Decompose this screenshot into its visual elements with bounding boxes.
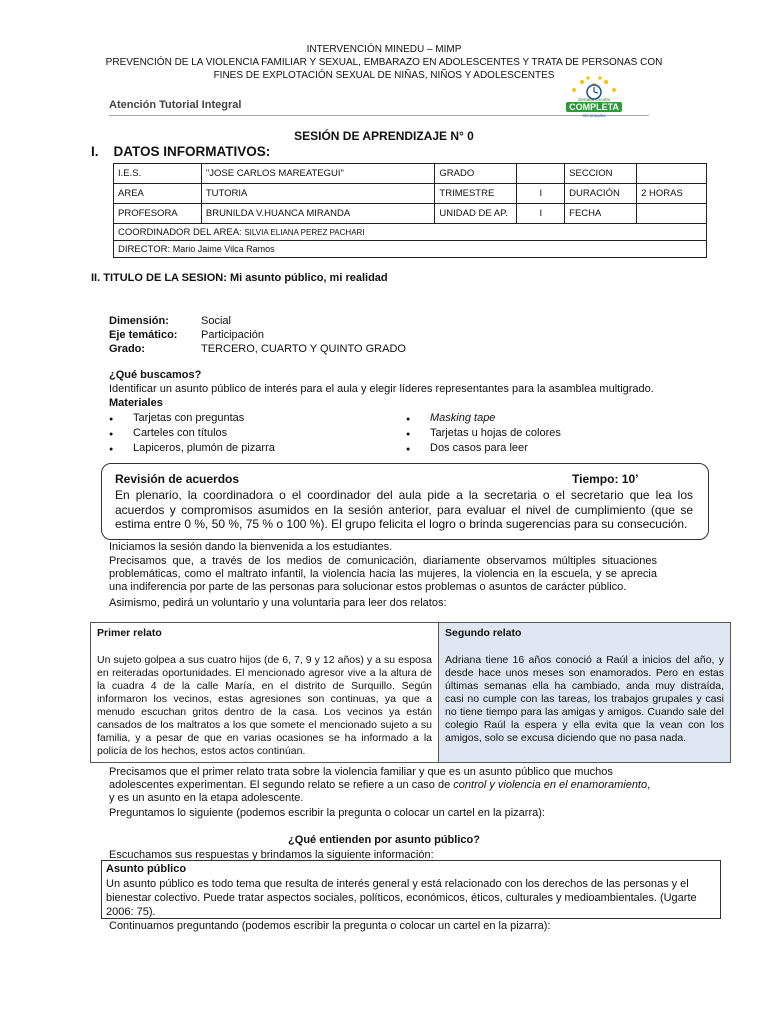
table-cell: "JOSE CARLOS MAREATEGUI" — [201, 164, 435, 184]
meta-value: TERCERO, CUARTO Y QUINTO GRADO — [201, 343, 406, 355]
table-cell: PROFESORA — [114, 204, 202, 224]
logo-small-text: Jornada Escolar — [577, 97, 611, 102]
table-cell: FECHA — [565, 204, 637, 224]
coordinador-label: COORDINADOR DEL AREA: — [118, 226, 242, 238]
table-row — [114, 184, 707, 204]
buscamos-text: Identificar un asunto público de interés para el aula y elegir líderes representantes para la asamblea multigrado. — [109, 383, 654, 395]
revision-title: Revisión de acuerdos — [115, 472, 240, 486]
table-row — [114, 204, 707, 224]
table-cell: I — [517, 204, 565, 224]
table-cell: TUTORIA — [201, 184, 435, 204]
logo-bottom-text: SECUNDARIA — [582, 114, 606, 118]
despues-p1-text-end: , y es un asunto en la etapa adolescente. — [109, 779, 651, 804]
materiales-heading: Materiales — [109, 397, 163, 409]
director-value: Mario Jaime Vilca Ramos — [172, 243, 275, 254]
revision-tiempo: Tiempo: 10’ — [572, 472, 639, 486]
table-row — [91, 623, 731, 763]
asunto-box — [101, 860, 721, 919]
titulo-label: II. TITULO DE LA SESION: — [91, 272, 227, 284]
meta-row — [109, 314, 509, 328]
titulo-sesion — [91, 272, 388, 284]
table-cell: SECCION — [565, 164, 637, 184]
table-cell: DURACIÓN — [565, 184, 637, 204]
datos-table — [113, 163, 707, 258]
list-item-label: Tarjetas con preguntas — [133, 412, 245, 424]
bullet-icon: ● — [109, 446, 114, 453]
list-item-label: Masking tape — [430, 412, 496, 424]
asunto-text: Un asunto público es todo tema que resulta de interés general y está relacionado con los derechos de las personas y el bienestar colectivo. Puede tratar aspectos sociales, políticos, económicos, éticos, culturales y medioambientales. (Ugarte 2006: 75). — [106, 878, 697, 918]
list-item-label: Carteles con títulos — [133, 427, 228, 439]
revision-box — [101, 463, 709, 540]
segundo-relato-cell — [439, 623, 731, 763]
segundo-relato-title: Segundo relato — [445, 627, 522, 639]
segundo-relato-text: Adriana tiene 16 años conoció a Raúl a inicios del año, y desde hace unos meses son enamorados. Pero en estas últimas semanas ella ha cambiado, anda muy distraída, casi no cumple con las tareas, los trabajos grupales y casi no tiene tiempo para las amigas y amigos. Cuando sale del colegio Raúl la espera y ella evita que la vean con los amigos, solo se excusa diciendo que no pasa nada. — [445, 654, 724, 744]
asunto-title: Asunto público — [106, 863, 187, 875]
logo-text: COMPLETA — [569, 102, 619, 112]
list-item-label: Tarjetas u hojas de colores — [430, 427, 561, 439]
table-cell — [517, 164, 565, 184]
table-cell: TRIMESTRE — [435, 184, 517, 204]
table-cell — [637, 204, 707, 224]
meta-label: Eje temático: — [109, 329, 178, 341]
buscamos-heading: ¿Qué buscamos? — [109, 369, 202, 381]
table-cell: UNIDAD DE AP. — [435, 204, 517, 224]
datos-heading: I. DATOS INFORMATIVOS: — [91, 144, 271, 159]
table-cell: I — [517, 184, 565, 204]
header-line-1: INTERVENCIÓN MINEDU – MIMP — [306, 44, 462, 55]
bullet-icon: ● — [109, 416, 114, 423]
titulo-value: Mi asunto público, mi realidad — [229, 272, 388, 284]
final-text: Continuamos preguntando (podemos escribir la pregunta o colocar un cartel en la pizarra): — [109, 920, 551, 932]
inicio-p3: Asimismo, pedirá un voluntario y una voluntaria para leer dos relatos: — [109, 597, 447, 609]
table-cell: 2 HORAS — [637, 184, 707, 204]
inicio-p2: Precisamos que, a través de los medios de comunicación, diariamente observamos múltiples situaciones problemáticas, como el maltrato infantil, la violencia hacia las mujeres, la violencia en la escuela, y se aprecia una indiferencia por parte de las personas para solucionar estos problemas o asuntos de carácter público. — [109, 555, 657, 593]
director-cell — [114, 241, 707, 258]
list-item-label: Dos casos para leer — [430, 442, 528, 454]
bullet-icon: ● — [109, 431, 114, 438]
meta-label: Grado: — [109, 343, 146, 355]
list-item — [109, 441, 399, 456]
despues-p2: Preguntamos lo siguiente (podemos escribir la pregunta o colocar un cartel en la pizarra): — [109, 807, 545, 819]
jec-logo — [562, 72, 626, 118]
meta-value: Social — [201, 315, 231, 327]
table-cell: GRADO — [435, 164, 517, 184]
primer-relato-title: Primer relato — [97, 627, 162, 639]
despues-p1-italic: control y violencia en el enamoramiento — [453, 779, 648, 791]
despues-question: ¿Qué entienden por asunto público? — [288, 834, 480, 846]
meta-row — [109, 328, 509, 342]
list-item — [406, 441, 696, 456]
coordinador-value: SILVIA ELIANA PEREZ PACHARI — [244, 227, 365, 237]
meta-block — [109, 314, 509, 356]
coordinador-cell — [114, 224, 707, 241]
bullet-icon: ● — [406, 431, 411, 438]
primer-relato-text: Un sujeto golpea a sus cuatro hijos (de 6, 7, 9 y 12 años) y a su esposa en reiteradas oportunidades. El mencionado agresor vive a la altura de la cuadra 4 de la calle María, en el distrito de Surquillo. Según informaron los vecinos, estas agresiones son continuas, ya que a menudo escuchan gritos dentro de la casa. Los vecinos ya están cansados de los maltratos a los que somete el mencionado sujeto a su familia, y a pesar de que en varias ocasiones se ha informado a la policía de los hechos, estos actos continúan. — [97, 654, 432, 757]
table-cell: BRUNILDA V.HUANCA MIRANDA — [201, 204, 435, 224]
header-line-3: FINES DE EXPLOTACIÓN SEXUAL DE NIÑAS, NIÑOS Y ADOLESCENTES — [213, 70, 555, 81]
revision-text: En plenario, la coordinadora o el coordinador del aula pide a la secretaria o el secretario que lea los acuerdos y compromisos asumidos en la sesión anterior, para evaluar el nivel de cumplimiento (que se estima entre 0 %, 50 %, 75 % o 100 %). El grupo felicita el logro o brinda sugerencias para su consecución. — [115, 488, 693, 531]
table-row — [114, 241, 707, 258]
bullet-icon: ● — [406, 446, 411, 453]
despues-p1-text: Precisamos que el primer relato trata sobre la violencia familiar y que es un asunto público que muchos adolescentes experimentan. El segundo relato se refiere a un caso de — [109, 766, 613, 791]
list-item — [109, 411, 399, 426]
inicio-p1: Iniciamos la sesión dando la bienvenida a los estudiantes. — [109, 541, 393, 553]
meta-label: Dimensión: — [109, 315, 169, 327]
table-cell: I.E.S. — [114, 164, 202, 184]
meta-value: Participación — [201, 329, 264, 341]
list-item — [406, 411, 696, 426]
meta-row — [109, 342, 509, 356]
list-item — [109, 426, 399, 441]
table-row — [114, 224, 707, 241]
table-row — [114, 164, 707, 184]
relatos-table — [90, 622, 731, 763]
table-cell: AREA — [114, 184, 202, 204]
director-label: DIRECTOR: — [118, 243, 171, 255]
primer-relato-cell — [91, 623, 439, 763]
table-cell — [637, 164, 707, 184]
materiales-left-list — [109, 411, 399, 456]
materiales-right-list — [406, 411, 696, 456]
subtitle: Atención Tutorial Integral — [109, 99, 242, 111]
despues-p3: Escuchamos sus respuestas y brindamos la siguiente información: — [109, 849, 434, 861]
despues-p1 — [109, 766, 657, 805]
header-line-2: PREVENCIÓN DE LA VIOLENCIA FAMILIAR Y SEXUAL, EMBARAZO EN ADOLESCENTES Y TRATA DE PERSONAS CON — [105, 57, 663, 68]
list-item-label: Lapiceros, plumón de pizarra — [133, 442, 275, 454]
bullet-icon: ● — [406, 416, 411, 423]
list-item — [406, 426, 696, 441]
session-title: SESIÓN DE APRENDIZAJE N° 0 — [294, 129, 474, 143]
